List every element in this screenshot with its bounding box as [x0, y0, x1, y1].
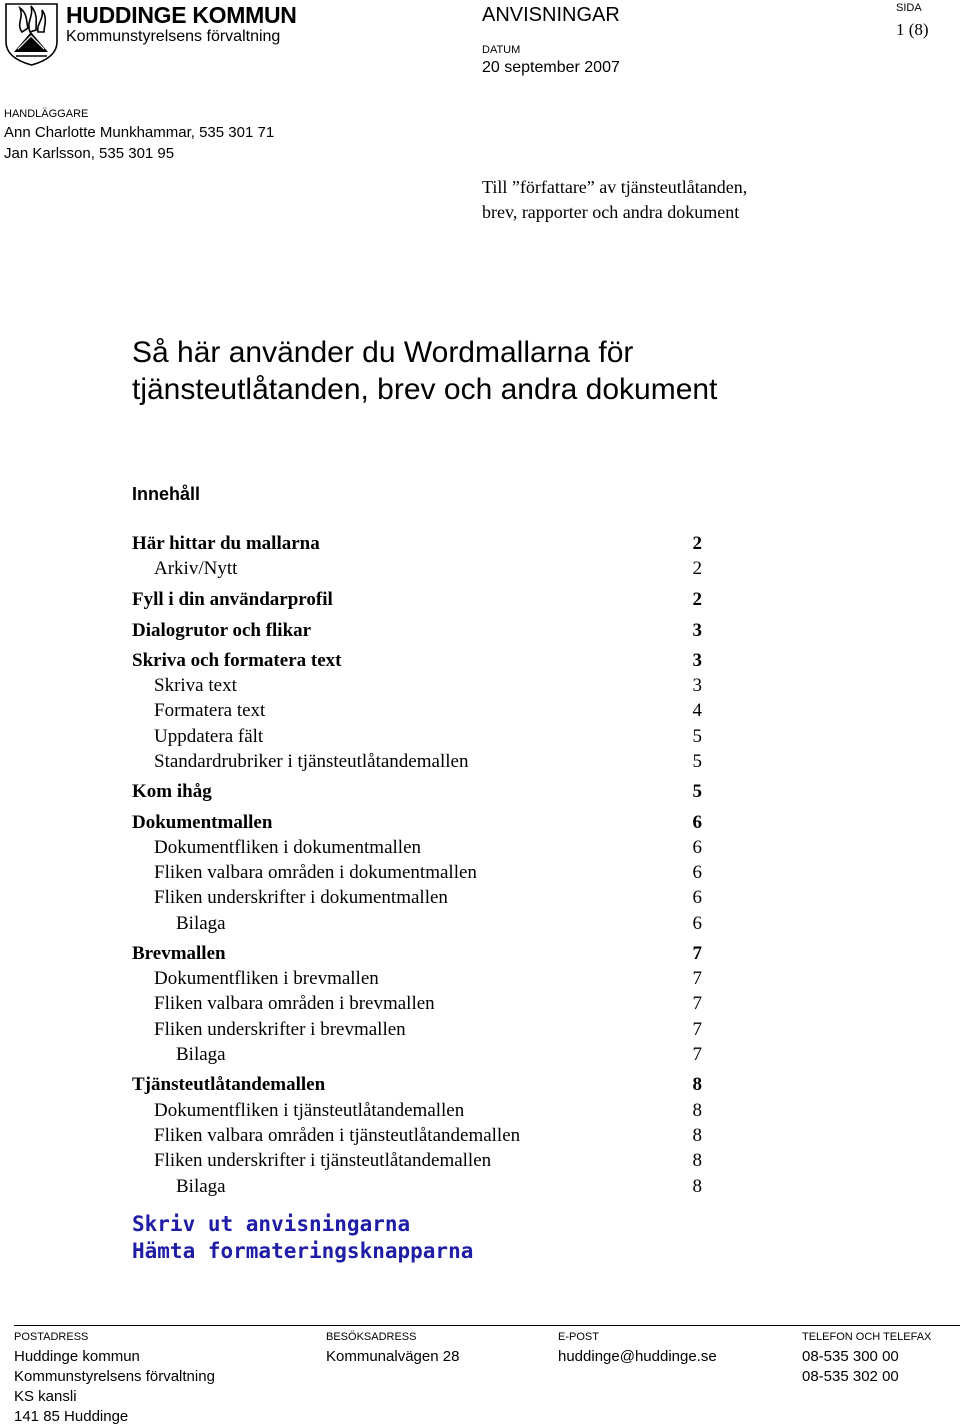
- print-instructions-link[interactable]: Skriv ut anvisningarna: [132, 1212, 411, 1236]
- email-label: E-POST: [558, 1331, 599, 1343]
- toc-entry[interactable]: [132, 589, 702, 613]
- toc-entry[interactable]: [132, 675, 702, 699]
- get-formatting-buttons-link[interactable]: Hämta formateringsknapparna: [132, 1239, 474, 1263]
- recipient-line: brev, rapporter och andra dokument: [482, 202, 740, 222]
- toc-entry-page: 7: [692, 943, 702, 964]
- toc-entry[interactable]: [132, 887, 702, 911]
- toc-entry-label: Uppdatera fält: [154, 726, 264, 747]
- toc-entry-label: Fliken underskrifter i brevmallen: [154, 1019, 406, 1040]
- postal-address-line: 141 85 Huddinge: [14, 1408, 129, 1425]
- toc-entry-page: 5: [692, 726, 702, 747]
- toc-entry[interactable]: [132, 968, 702, 992]
- postal-address-line: Huddinge kommun: [14, 1348, 140, 1365]
- toc-entry[interactable]: [132, 862, 702, 886]
- toc-entry[interactable]: [132, 726, 702, 750]
- toc-entry-page: 6: [692, 812, 702, 833]
- toc-entry-page: 7: [692, 1044, 702, 1065]
- date-label: DATUM: [482, 44, 521, 56]
- toc-entry[interactable]: [132, 650, 702, 674]
- toc-entry-label: Här hittar du mallarna: [132, 533, 320, 554]
- toc-entry-page: 4: [692, 700, 702, 721]
- toc-entry-label: Kom ihåg: [132, 781, 212, 802]
- toc-entry-label: Dialogrutor och flikar: [132, 620, 312, 641]
- toc-entry-page: 8: [692, 1125, 702, 1146]
- toc-entry[interactable]: [132, 913, 702, 937]
- toc-entry-label: Fliken valbara områden i tjänsteutlåtandemallen: [154, 1125, 521, 1146]
- toc-entry-page: 8: [692, 1176, 702, 1197]
- toc-entry-label: Fliken valbara områden i brevmallen: [154, 993, 435, 1014]
- toc-entry-page: 3: [692, 675, 702, 696]
- toc-entry-label: Brevmallen: [132, 943, 226, 964]
- toc-entry-page: 7: [692, 993, 702, 1014]
- toc-entry[interactable]: [132, 1074, 702, 1098]
- toc-entry-page: 2: [692, 558, 702, 579]
- toc-entry-label: Bilaga: [176, 1044, 226, 1065]
- toc-entry-label: Dokumentmallen: [132, 812, 273, 833]
- toc-entry-page: 3: [692, 620, 702, 641]
- date-value: 20 september 2007: [482, 59, 620, 76]
- toc-entry[interactable]: [132, 620, 702, 644]
- toc-entry[interactable]: [132, 700, 702, 724]
- handler-name: Ann Charlotte Munkhammar, 535 301 71: [4, 124, 275, 141]
- toc-entry-label: Fliken valbara områden i dokumentmallen: [154, 862, 477, 883]
- email-address[interactable]: huddinge@huddinge.se: [558, 1348, 717, 1365]
- toc-entry-page: 5: [692, 781, 702, 802]
- toc-entry-label: Dokumentfliken i tjänsteutlåtandemallen: [154, 1100, 465, 1121]
- toc-entry[interactable]: [132, 533, 702, 557]
- toc-entry[interactable]: [132, 1044, 702, 1068]
- toc-entry[interactable]: [132, 751, 702, 775]
- footer-divider: [14, 1325, 960, 1326]
- toc-entry[interactable]: [132, 558, 702, 582]
- phone-number: 08-535 300 00: [802, 1348, 899, 1365]
- organization-name: HUDDINGE KOMMUN: [66, 2, 297, 28]
- toc-entry-page: 7: [692, 968, 702, 989]
- toc-entry[interactable]: [132, 1019, 702, 1043]
- handler-name: Jan Karlsson, 535 301 95: [4, 145, 175, 162]
- visiting-address: Kommunalvägen 28: [326, 1348, 460, 1365]
- document-type: ANVISNINGAR: [482, 4, 620, 26]
- toc-entry[interactable]: [132, 993, 702, 1017]
- toc-entry-label: Tjänsteutlåtandemallen: [132, 1074, 326, 1095]
- visiting-address-label: BESÖKSADRESS: [326, 1331, 417, 1343]
- postal-address-label: POSTADRESS: [14, 1331, 89, 1343]
- toc-entry-page: 8: [692, 1100, 702, 1121]
- page-label: SIDA: [896, 2, 922, 14]
- toc-entry-page: 6: [692, 913, 702, 934]
- toc-entry[interactable]: [132, 1100, 702, 1124]
- toc-entry-label: Bilaga: [176, 1176, 226, 1197]
- toc-entry-label: Skriva och formatera text: [132, 650, 342, 671]
- toc-entry[interactable]: [132, 781, 702, 805]
- toc-entry[interactable]: [132, 943, 702, 967]
- toc-entry-page: 6: [692, 887, 702, 908]
- toc-entry-label: Fliken underskrifter i tjänsteutlåtandemallen: [154, 1150, 492, 1171]
- handler-label: HANDLÄGGARE: [4, 108, 89, 120]
- toc-entry-page: 2: [692, 589, 702, 610]
- document-title: tjänsteutlåtanden, brev och andra dokument: [132, 373, 718, 406]
- toc-entry-page: 8: [692, 1150, 702, 1171]
- toc-entry-label: Formatera text: [154, 700, 266, 721]
- postal-address-line: KS kansli: [14, 1388, 77, 1405]
- toc-entry[interactable]: [132, 812, 702, 836]
- toc-entry-page: 7: [692, 1019, 702, 1040]
- municipality-coat-of-arms-logo: [4, 2, 59, 66]
- toc-entry-label: Dokumentfliken i brevmallen: [154, 968, 379, 989]
- toc-entry-label: Fyll i din användarprofil: [132, 589, 333, 610]
- toc-entry-page: 6: [692, 862, 702, 883]
- fax-number: 08-535 302 00: [802, 1368, 899, 1385]
- toc-entry[interactable]: [132, 1150, 702, 1174]
- toc-heading: Innehåll: [132, 484, 201, 504]
- postal-address-line: Kommunstyrelsens förvaltning: [14, 1368, 215, 1385]
- toc-entry-page: 6: [692, 837, 702, 858]
- toc-entry-label: Dokumentfliken i dokumentmallen: [154, 837, 422, 858]
- toc-entry-label: Fliken underskrifter i dokumentmallen: [154, 887, 448, 908]
- toc-entry-page: 8: [692, 1074, 702, 1095]
- organization-department: Kommunstyrelsens förvaltning: [66, 28, 281, 45]
- toc-entry[interactable]: [132, 1125, 702, 1149]
- toc-entry[interactable]: [132, 837, 702, 861]
- toc-entry-label: Standardrubriker i tjänsteutlåtandemallen: [154, 751, 469, 772]
- phone-fax-label: TELEFON OCH TELEFAX: [802, 1331, 932, 1343]
- document-title: Så här använder du Wordmallarna för: [132, 336, 634, 369]
- toc-entry-page: 2: [692, 533, 702, 554]
- recipient-line: Till ”författare” av tjänsteutlåtanden,: [482, 177, 748, 197]
- toc-entry-page: 3: [692, 650, 702, 671]
- toc-entry-page: 5: [692, 751, 702, 772]
- page-number: 1 (8): [896, 20, 929, 39]
- toc-entry-label: Bilaga: [176, 913, 226, 934]
- toc-entry-label: Skriva text: [154, 675, 237, 696]
- toc-entry[interactable]: [132, 1176, 702, 1200]
- toc-entry-label: Arkiv/Nytt: [154, 558, 238, 579]
